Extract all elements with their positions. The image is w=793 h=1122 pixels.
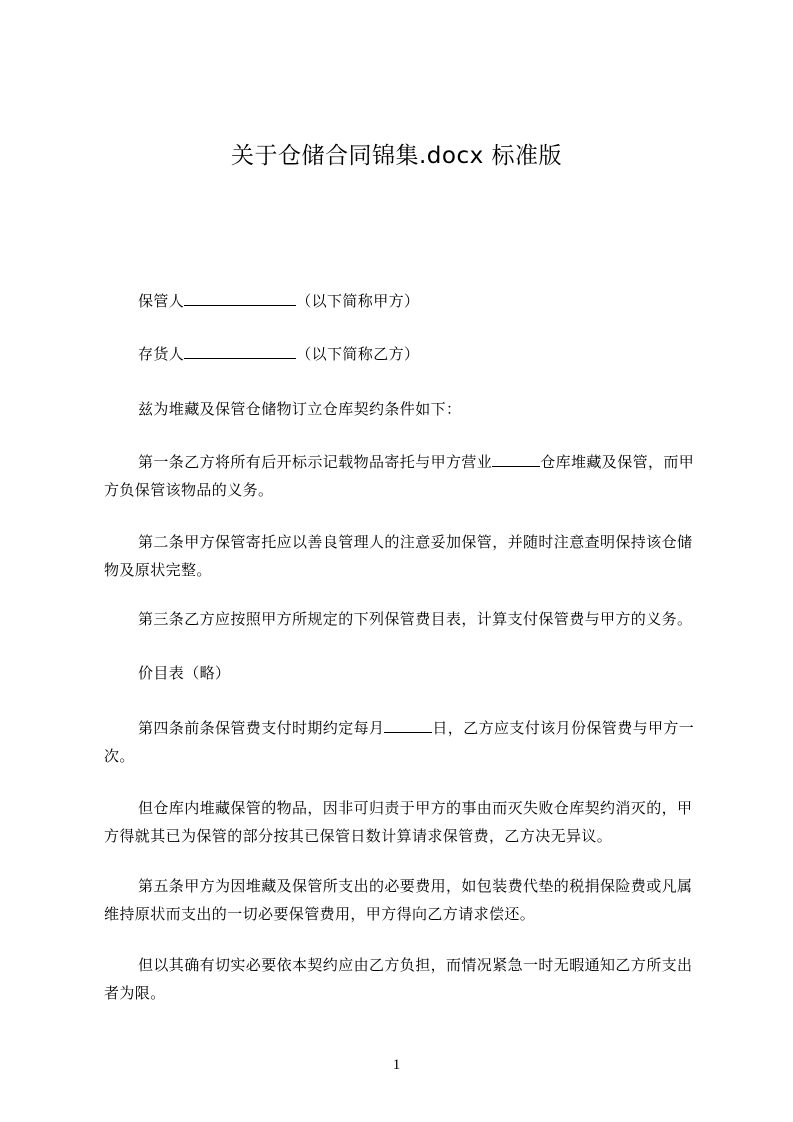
custodian-blank <box>184 291 296 306</box>
paragraph-price-list: 价目表（略） <box>138 664 231 682</box>
paragraph-article-1 <box>104 448 706 504</box>
depositor-note: （以下简称乙方） <box>296 345 420 363</box>
custodian-note: （以下简称甲方） <box>296 292 420 310</box>
paragraph-article-3: 第三条乙方应按照甲方所规定的下列保管费目表，计算支付保管费与甲方的义务。 <box>138 610 693 628</box>
paragraph-article-5-proviso: 但以其确有切实必要依本契约应由乙方负担，而情况紧急一时无暇通知乙方所支出者为限。 <box>104 956 693 1002</box>
page-number: 1 <box>392 1057 401 1073</box>
article-1-text-a: 第一条乙方将所有后开标示记载物品寄托与甲方营业 <box>138 453 493 471</box>
paragraph-article-2: 第二条甲方保管寄托应以善良管理人的注意妥加保管，并随时注意查明保持该仓储物及原状完整。 <box>104 533 693 579</box>
warehouse-blank <box>492 452 540 467</box>
payment-day-blank <box>384 718 432 733</box>
custodian-label: 保管人 <box>138 292 185 310</box>
paragraph-article-4-proviso: 但仓库内堆藏保管的物品，因非可归责于甲方的事由而灭失败仓库契约消灭的，甲方得就其已为保管的部分按其已保管日数计算请求保管费，乙方决无异议。 <box>104 799 693 845</box>
article-4-text-b: 日，乙方应支付该月份保管费与甲方一次。 <box>104 719 695 765</box>
paragraph-depositor <box>104 340 706 368</box>
article-4-text-a: 第四条前条保管费支付时期约定每月 <box>138 719 385 737</box>
paragraph-preamble: 兹为堆藏及保管仓储物订立仓库契约条件如下： <box>138 400 462 418</box>
document-title: 关于仓储合同锦集.docx 标准版 <box>230 143 563 169</box>
paragraph-article-5: 第五条甲方为因堆藏及保管所支出的必要费用，如包装费代垫的税捐保险费或凡属维持原状而支出的一切必要保管费用，甲方得向乙方请求偿还。 <box>104 877 693 923</box>
paragraph-custodian <box>104 287 706 315</box>
depositor-label: 存货人 <box>138 345 185 363</box>
depositor-blank <box>184 344 296 359</box>
article-1-text-b: 仓库堆藏及保管，而甲方负保管该物品的义务。 <box>104 453 695 499</box>
paragraph-article-4 <box>104 714 706 770</box>
